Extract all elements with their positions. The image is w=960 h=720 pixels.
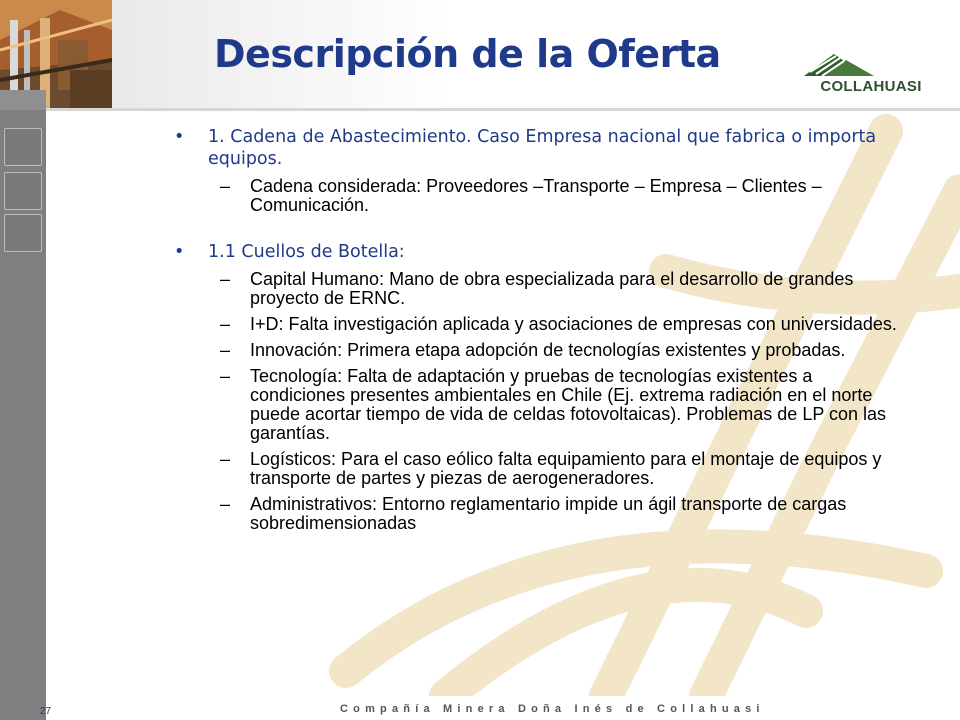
rail-box — [4, 214, 42, 252]
sub-bullet-text: Administrativos: Entorno reglamentario impide un ágil transporte de cargas sobredimensionadas — [250, 494, 847, 533]
sub-bullet-item — [170, 367, 910, 443]
mountain-logo-icon — [796, 48, 946, 78]
dash-marker: – — [220, 340, 231, 360]
sub-bullet-item — [170, 450, 910, 488]
sub-bullet-text: Tecnología: Falta de adaptación y pruebas de tecnologías existentes a condiciones presentes ambientales en Chile (Ej. extrema radiación en el norte puede acortar tiempo de vida de celdas fotovoltaicas). Problemas de LP con las garantías. — [250, 366, 887, 443]
dash-marker: – — [220, 314, 231, 334]
bullet-item: • 1.1 Cuellos de Botella: — [170, 241, 910, 263]
sub-bullet-item — [170, 270, 910, 308]
dash-marker: – — [220, 494, 231, 514]
rail-box — [4, 128, 42, 166]
sub-bullet-text: I+D: Falta investigación aplicada y asociaciones de empresas con universidades. — [250, 314, 897, 334]
page-title: Descripción de la Oferta — [214, 32, 721, 76]
sub-bullet-text: Capital Humano: Mano de obra especializada para el desarrollo de grandes proyecto de ERNC. — [250, 269, 854, 308]
logo-text: COLLAHUASI — [820, 78, 922, 95]
sub-bullet-text: Cadena considerada: Proveedores –Transporte – Empresa – Clientes – Comunicación. — [250, 176, 822, 215]
dash-marker: – — [220, 366, 231, 386]
sub-bullet-item — [170, 177, 910, 215]
bullet-item: • 1. Cadena de Abastecimiento. Caso Empresa nacional que fabrica o importa equipos. — [170, 126, 910, 170]
dash-marker: – — [220, 449, 231, 469]
rail-box — [4, 172, 42, 210]
dash-marker: – — [220, 269, 231, 289]
sub-bullet-item — [170, 495, 910, 533]
sub-bullet-text: Logísticos: Para el caso eólico falta equipamiento para el montaje de equipos y transporte de partes y piezas de aerogeneradores. — [250, 449, 882, 488]
industrial-photo — [0, 0, 112, 110]
page-number: 27 — [40, 706, 52, 717]
sub-bullet-text: Innovación: Primera etapa adopción de tecnologías existentes y probadas. — [250, 340, 846, 360]
sub-bullet-item — [170, 341, 910, 360]
dash-marker: – — [220, 176, 231, 196]
slide-content — [170, 126, 910, 533]
footer-company: Compañía Minera Doña Inés de Collahuasi — [340, 703, 765, 715]
collahuasi-logo — [796, 48, 946, 100]
sub-bullet-item — [170, 315, 910, 334]
